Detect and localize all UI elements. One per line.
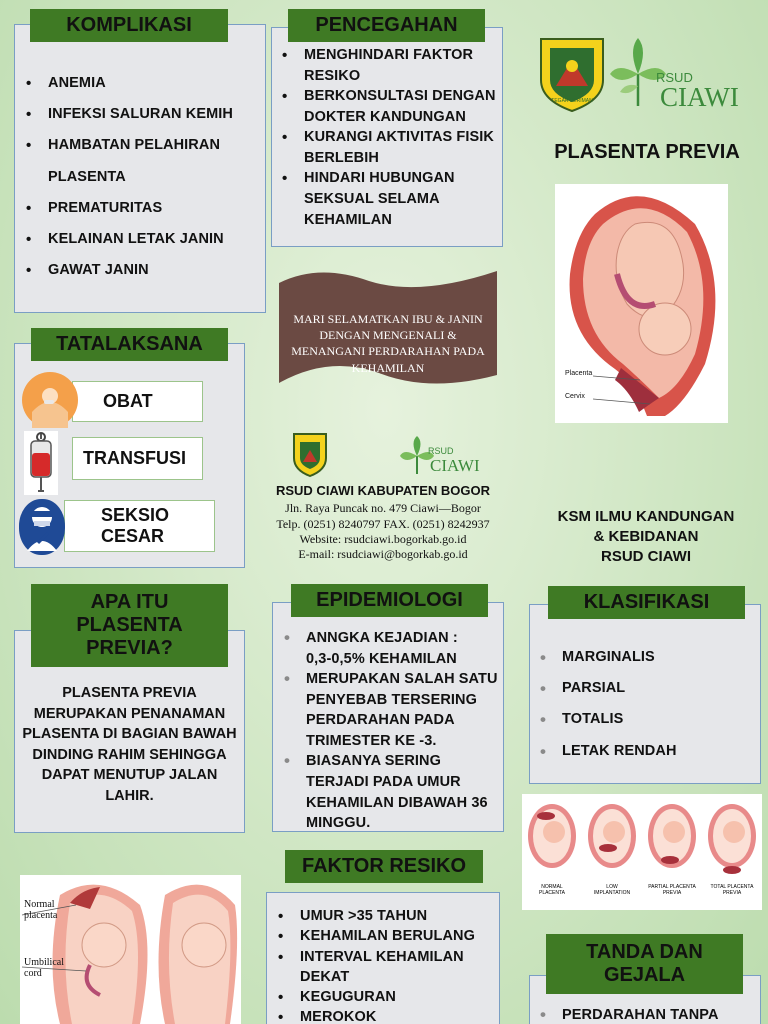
list-item: • BERKONSULTASI DENGAN DOKTER KANDUNGAN	[272, 86, 500, 127]
seksio-cesar-label: SEKSIO CESAR	[101, 505, 170, 546]
transfusi-label: TRANSFUSI	[83, 448, 186, 468]
dept-line1: KSM ILMU KANDUNGAN	[557, 508, 735, 525]
faktor-resiko-list	[268, 906, 496, 1024]
label-cervix: Cervix	[565, 393, 585, 400]
klasifikasi-diagram-label: PARTIAL PLACENTA PREVIA	[648, 884, 696, 896]
list-item: • LETAK RENDAH	[530, 736, 758, 767]
list-item: • HINDARI HUBUNGAN SEKSUAL SELAMA KEHAMILAN	[272, 168, 500, 230]
list-item: • BIASANYA SERING TERJADI PADA UMUR KEHAMILAN DIBAWAH 36 MINGGU.	[274, 751, 502, 833]
list-item: • INFEKSI SALURAN KEMIH	[16, 99, 264, 130]
obat-label: OBAT	[103, 391, 153, 411]
list-item: • KELAINAN LETAK JANIN	[16, 224, 264, 255]
list-item: • KEHAMILAN BERULANG	[268, 926, 496, 946]
list-item: • ANNGKA KEJADIAN : 0,3-0,5% KEHAMILAN	[274, 628, 502, 669]
list-item: • KEGUGURAN	[268, 987, 496, 1007]
rsud-logo-text2: CIAWI	[660, 82, 739, 112]
klasifikasi-diagram-item	[588, 804, 636, 896]
medicine-icon	[22, 372, 78, 428]
obat-option[interactable]	[72, 381, 203, 422]
komplikasi-header: KOMPLIKASI	[30, 9, 228, 42]
rsud-logo-text: RSUD	[656, 70, 693, 85]
rsud-logo-small-text2: CIAWI	[430, 456, 480, 475]
faktor-resiko-header: FAKTOR RESIKO	[285, 850, 483, 883]
transfusi-option[interactable]	[72, 437, 203, 480]
rsud-ciawi-logo	[608, 36, 748, 112]
klasifikasi-diagram-item	[648, 804, 696, 896]
dept-line3: RSUD CIAWI	[601, 548, 691, 565]
surgeon-icon	[19, 499, 65, 555]
tatalaksana-header: TATALAKSANA	[31, 328, 228, 361]
pencegahan-header: PENCEGAHAN	[288, 9, 485, 42]
pencegahan-list	[272, 45, 500, 230]
list-item: • UMUR >35 TAHUN	[268, 906, 496, 926]
hospital-address: Jln. Raya Puncak no. 479 Ciawi—Bogor	[285, 501, 481, 515]
list-item: • MARGINALIS	[530, 642, 758, 673]
blood-bag-icon	[24, 431, 58, 495]
klasifikasi-diagram-item	[528, 804, 576, 896]
epidemiologi-list	[274, 628, 502, 834]
list-item: • PARSIAL	[530, 673, 758, 704]
klasifikasi-diagram-label: LOW IMPLANTATION	[593, 884, 631, 896]
list-item: • MEROKOK	[268, 1007, 496, 1024]
dept-line2: & KEBIDANAN	[593, 528, 699, 545]
cover-title: PLASENTA PREVIA	[554, 141, 740, 163]
hospital-name: RSUD CIAWI KABUPATEN BOGOR	[275, 483, 491, 498]
seal-caption: TEGAR BERIMAN	[551, 98, 593, 104]
label-normal-placenta: Normal placenta	[24, 899, 58, 921]
list-item: • PERDARAHAN TANPA	[530, 1005, 758, 1024]
list-item: • INTERVAL KEHAMILAN DEKAT	[268, 947, 496, 988]
rsud-logo-small	[398, 434, 488, 480]
bogor-seal	[538, 36, 606, 114]
klasifikasi-diagram-label: NORMAL PLACENTA	[538, 884, 566, 896]
hospital-email[interactable]: E-mail: rsudciawi@bogorkab.go.id	[298, 547, 468, 561]
apa-itu-header: APA ITU PLASENTA PREVIA?	[31, 584, 228, 667]
seksio-cesar-option[interactable]	[64, 500, 215, 552]
tanda-list	[530, 1005, 758, 1024]
hospital-phone: Telp. (0251) 8240797 FAX. (0251) 8242937	[276, 517, 490, 531]
list-item: • KURANGI AKTIVITAS FISIK BERLEBIH	[272, 127, 500, 168]
klasifikasi-diagram-item	[708, 804, 756, 896]
label-placenta: Placenta	[565, 370, 593, 377]
banner-text: MARI SELAMATKAN IBU & JANIN DENGAN MENGENALI & MENANGANI PERDARAHAN PADA KEHAMILAN	[291, 312, 485, 375]
list-item: • PREMATURITAS	[16, 193, 264, 224]
klasifikasi-list	[530, 642, 758, 767]
list-item: • TOTALIS	[530, 704, 758, 735]
list-item: • ANEMIA	[16, 68, 264, 99]
list-item: • HAMBATAN PELAHIRAN	[16, 130, 264, 161]
tanda-header: TANDA DAN GEJALA	[546, 934, 743, 994]
epidemiologi-header: EPIDEMIOLOGI	[291, 584, 488, 617]
list-item: • GAWAT JANIN	[16, 255, 264, 286]
rsud-logo-small-text: RSUD	[428, 446, 454, 456]
apa-itu-body: PLASENTA PREVIA MERUPAKAN PENANAMAN PLASENTA DI BAGIAN BAWAH DINDING RAHIM SEHINGGA DAPAT MENUTUP JALAN LAHIR.	[22, 685, 237, 804]
bogor-seal-small	[292, 432, 328, 478]
hospital-website[interactable]: Website: rsudciawi.bogorkab.go.id	[299, 532, 467, 546]
komplikasi-list	[16, 68, 264, 286]
list-item: PLASENTA	[48, 168, 126, 185]
klasifikasi-diagram-label: TOTAL PLACENTA PREVIA	[710, 884, 754, 896]
list-item: • MERUPAKAN SALAH SATU PENYEBAB TERSERING PERDARAHAN PADA TRIMESTER KE -3.	[274, 669, 502, 751]
placenta-comparison-illustration	[20, 875, 241, 1024]
label-umbilical-cord: Umbilical cord	[24, 957, 64, 979]
klasifikasi-header: KLASIFIKASI	[548, 586, 745, 619]
uterus-cover-illustration	[555, 184, 728, 423]
list-item: • MENGHINDARI FAKTOR RESIKO	[272, 45, 500, 86]
klasifikasi-diagram	[522, 794, 762, 910]
